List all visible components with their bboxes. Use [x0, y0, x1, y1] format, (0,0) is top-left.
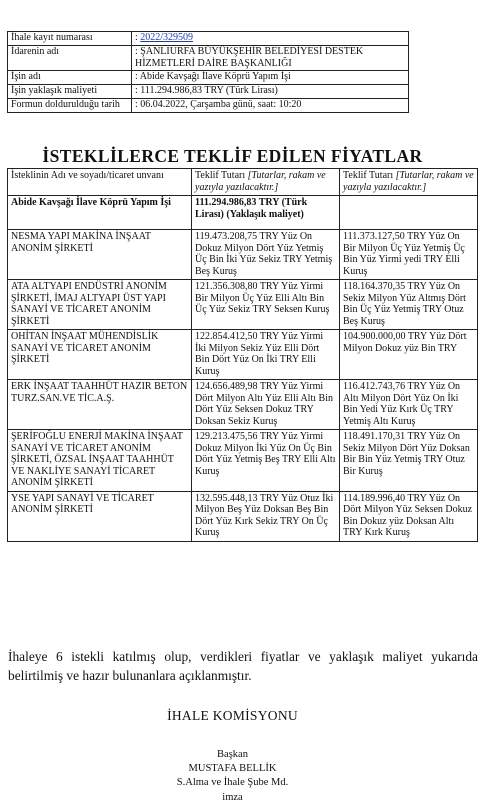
table-summary-row [8, 196, 478, 230]
bid-amount-1: 129.213.475,56 TRY Yüz Yirmi Dokuz Milyon İki Yüz On Üç Bin Dört Yüz Yetmiş Beş TRY Elli Altı Kuruş [192, 430, 340, 492]
info-value: : 06.04.2022, Çarşamba günü, saat: 10:20 [132, 99, 409, 113]
administration-name: ŞANLIURFA BÜYÜKŞEHİR BELEDİYESİ DESTEK HİZMETLERİ DAİRE BAŞKANLIĞI [135, 46, 364, 69]
info-label: İşin yaklaşık maliyeti [8, 85, 132, 99]
tender-info-table [7, 31, 409, 113]
header-bid-amount-1: Teklif Tutarı [Tutarlar, rakam ve yazıyla yazılacaktır.] [192, 169, 340, 196]
estimated-cost: 111.294.986,83 TRY (Türk Lirası) [140, 85, 278, 96]
info-row-administration [8, 46, 409, 71]
bid-amount-2: 118.491.170,31 TRY Yüz On Sekiz Milyon Dört Yüz Doksan Bir Bin Yüz Yetmiş TRY Otuz Bir Kuruş [340, 430, 478, 492]
bid-amount-2: 114.189.996,40 TRY Yüz On Dört Milyon Yüz Seksen Dokuz Bin Dokuz yüz Doksan Altı TRY Kırk Kuruş [340, 491, 478, 541]
info-row-form-date [8, 99, 409, 113]
info-value: : 2022/329509 [132, 32, 409, 46]
info-label: İşin adı [8, 71, 132, 85]
bidder-name: NESMA YAPI MAKİNA İNŞAAT ANONİM ŞİRKETİ [8, 230, 192, 280]
bid-amount-1: 119.473.208,75 TRY Yüz On Dokuz Milyon Dört Yüz Yetmiş Üç Bin İki Yüz Sekiz TRY Yetmiş Beş Kuruş [192, 230, 340, 280]
bid-amount-2: 116.412.743,76 TRY Yüz On Altı Milyon Dört Yüz On İki Bin Yedi Yüz Kırk Üç TRY Yetmiş Altı Kuruş [340, 380, 478, 430]
bidder-name: YSE YAPI SANAYİ VE TİCARET ANONİM ŞİRKETİ [8, 491, 192, 541]
bid-amount-1: 124.656.489,98 TRY Yüz Yirmi Dört Milyon Altı Yüz Elli Altı Bin Dört Yüz Seksen Dokuz TRY Doksan Sekiz Kuruş [192, 380, 340, 430]
bids-table [7, 168, 478, 542]
info-label: Formun doldurulduğu tarih [8, 99, 132, 113]
info-value: : 111.294.986,83 TRY (Türk Lirası) [132, 85, 409, 99]
bidder-name: OHİTAN İNŞAAT MÜHENDİSLİK SANAYİ VE TİCARET ANONİM ŞİRKETİ [8, 330, 192, 380]
info-row-work-name [8, 71, 409, 85]
info-label: İdarenin adı [8, 46, 132, 71]
result-paragraph: İhaleye 6 istekli katılmış olup, verdikleri fiyatlar ve yaklaşık maliyet yukarıda belirtilmiş ve hazır bulunanlara açıklanmıştır. [8, 649, 478, 683]
info-row-estimated-cost [8, 85, 409, 99]
page-title: İSTEKLİLERCE TEKLİF EDİLEN FİYATLAR [42, 146, 423, 166]
header-bid-amount-2: Teklif Tutarı [Tutarlar, rakam ve yazıyla yazılacaktır.] [340, 169, 478, 196]
bid-amount-2: 111.373.127,50 TRY Yüz On Bir Milyon Üç Yüz Yetmiş Üç Bin Yüz Yirmi yedi TRY Elli Kuruş [340, 230, 478, 280]
summary-empty [340, 196, 478, 230]
summary-work-name: Abide Kavşağı İlave Köprü Yapım İşi [8, 196, 192, 230]
table-row [8, 230, 478, 280]
work-name: Abide Kavşağı İlave Köprü Yapım İşi [139, 71, 291, 82]
header-bidder: İsteklinin Adı ve soyadı/ticaret unvanı [8, 169, 192, 196]
registration-number-link[interactable]: 2022/329509 [140, 32, 194, 43]
table-row [8, 491, 478, 541]
signature-label: imza [222, 792, 243, 803]
info-value: : ŞANLIURFA BÜYÜKŞEHİR BELEDİYESİ DESTEK HİZMETLERİ DAİRE BAŞKANLIĞI [132, 46, 409, 71]
table-row [8, 430, 478, 492]
committee-role: Başkan [217, 749, 248, 760]
table-row [8, 330, 478, 380]
bidder-name: ATA ALTYAPI ENDÜSTRİ ANONİM ŞİRKETİ, İMAJ ALTYAPI ÜST YAPI SANAYİ VE TİCARET ANONİM ŞİRKETİ [8, 280, 192, 330]
table-header-row [8, 169, 478, 196]
table-row [8, 380, 478, 430]
summary-estimated-cost: 111.294.986,83 TRY (Türk Lirası) (Yaklaşık maliyet) [192, 196, 340, 230]
bidder-name: ŞERİFOĞLU ENERJİ MAKİNA İNŞAAT SANAYİ VE TİCARET ANONİM ŞİRKETİ, ÖZSAL İNŞAAT TAAHHÜT VE NAKLİYE SANAYİ TİCARET ANONİM ŞİRKETİ [8, 430, 192, 492]
bid-amount-1: 122.854.412,50 TRY Yüz Yirmi İki Milyon Sekiz Yüz Elli Dört Bin Dört Yüz On İki TRY Elli Kuruş [192, 330, 340, 380]
info-label: İhale kayıt numarası [8, 32, 132, 46]
committee-member-name: MUSTAFA BELLİK [188, 763, 277, 774]
committee-member-position: S.Alma ve İhale Şube Md. [176, 777, 289, 788]
bid-amount-1: 121.356.308,80 TRY Yüz Yirmi Bir Milyon Üç Yüz Elli Altı Bin Üç Yüz Sekiz TRY Seksen Kuruş [192, 280, 340, 330]
form-date: 06.04.2022, Çarşamba günü, saat: 10:20 [140, 99, 302, 110]
bidder-name: ERK İNŞAAT TAAHHÜT HAZIR BETON TURZ.SAN.VE TİC.A.Ş. [8, 380, 192, 430]
bid-amount-2: 104.900.000,00 TRY Yüz Dört Milyon Dokuz yüz Bin TRY [340, 330, 478, 380]
table-row [8, 280, 478, 330]
committee-title: İHALE KOMİSYONU [167, 708, 298, 723]
info-row-registration [8, 32, 409, 46]
info-value: : Abide Kavşağı İlave Köprü Yapım İşi [132, 71, 409, 85]
bid-amount-2: 118.164.370,35 TRY Yüz On Sekiz Milyon Yüz Altmış Dört Bin Üç Yüz Yetmiş TRY Otuz Beş Kuruş [340, 280, 478, 330]
bid-amount-1: 132.595.448,13 TRY Yüz Otuz İki Milyon Beş Yüz Doksan Beş Bin Dört Yüz Kırk Sekiz TRY On Üç Kuruş [192, 491, 340, 541]
